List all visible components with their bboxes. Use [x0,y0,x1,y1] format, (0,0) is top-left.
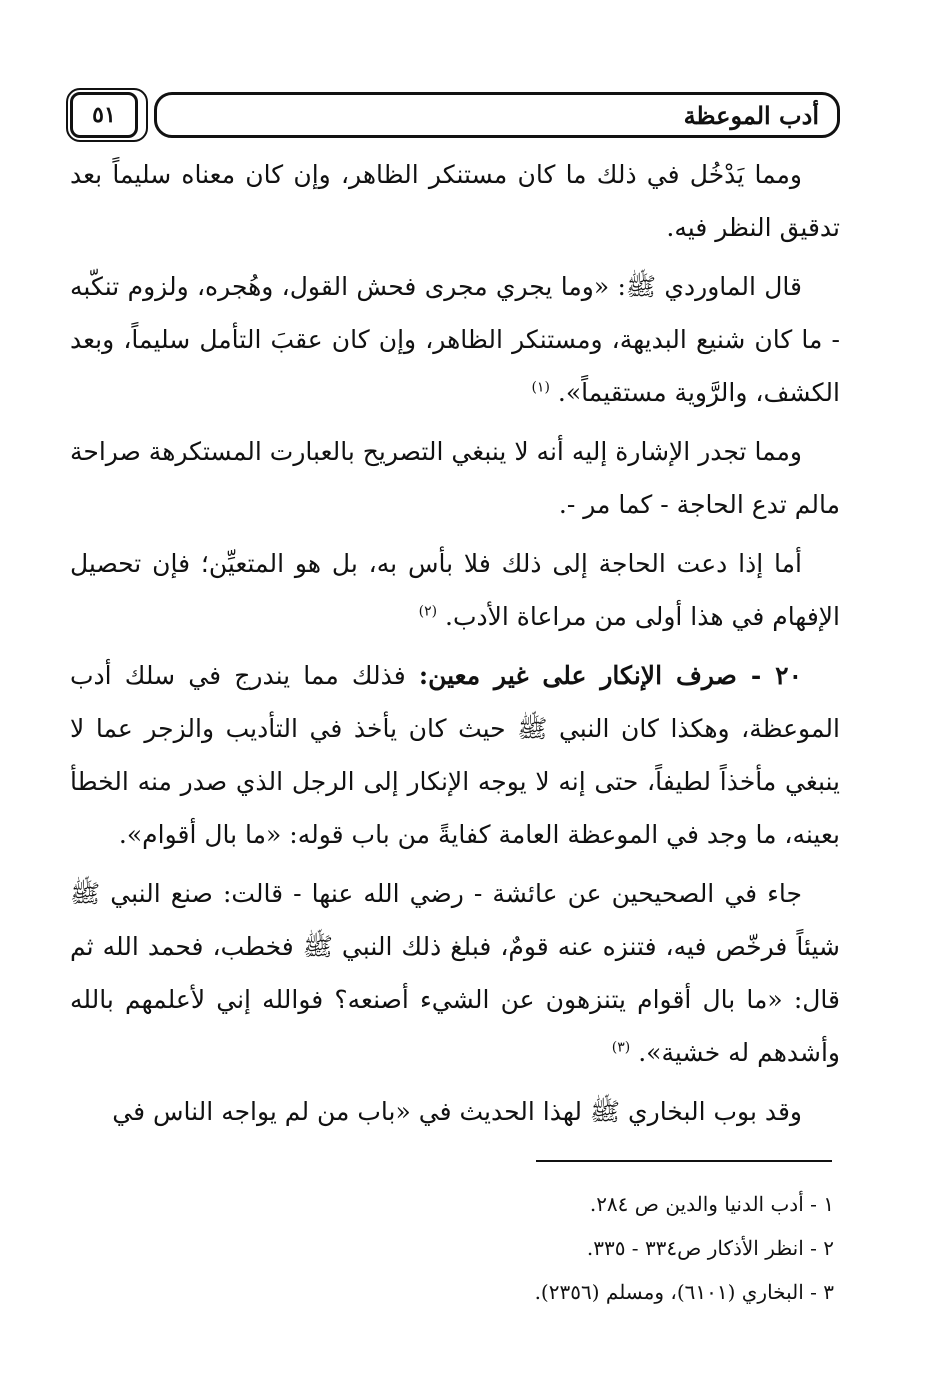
paragraph [70,867,840,1079]
footnotes [470,1182,834,1314]
running-title [154,92,840,138]
paragraph [70,1085,840,1138]
paragraph [70,537,840,643]
paragraph-text: ومما تجدر الإشارة إليه أنه لا ينبغي التصريح بالعبارت المستكرهة صراحة مالم تدع الحاجة - كما مر -. [70,437,840,519]
paragraph-text: قال الماوردي ﷺ: «وما يجري مجرى فحش القول، وهُجره، ولزوم تنكّبه - ما كان شنيع البديهة، ومستنكر الظاهر، وإن كان عقبَ التأمل سليماً، وبعد الكشف، والرَّوية مستقيماً». [70,272,840,407]
paragraph-text: ومما يَدْخُل في ذلك ما كان مستنكر الظاهر، وإن كان معناه سليماً بعد تدقيق النظر فيه. [70,160,840,242]
paragraph [70,425,840,531]
page-number: ٥١ [70,92,138,138]
footnote-divider [536,1160,832,1162]
paragraph-text: وقد بوب البخاري ﷺ لهذا الحديث في «باب من لم يواجه الناس في [112,1097,802,1126]
body-text [70,148,840,1144]
footnote-item: ١ - أدب الدنيا والدين ص ٢٨٤. [589,1192,834,1216]
footnote-ref-2: (٢) [418,603,438,620]
paragraph-text: جاء في الصحيحين عن عائشة - رضي الله عنها - قالت: صنع النبي ﷺ شيئاً فرخّص فيه، فتنزه عنه قومٌ، فبلغ ذلك النبي ﷺ فخطب، فحمد الله ثم قال: «ما بال أقوام يتنزهون عن الشيء أصنعه؟ فوالله إني لأعلمهم بالله وأشدهم له خشية». [70,879,840,1067]
footnote-ref-3: (٣) [611,1039,631,1056]
section-heading: ٢٠ - صرف الإنكار على غير معين: [418,661,802,690]
footnote-item: ٣ - البخاري (٦١٠١)، ومسلم (٢٣٥٦). [534,1280,834,1304]
page-header [70,92,840,142]
footnote-item: ٢ - انظر الأذكار ص٣٣٤ - ٣٣٥. [586,1236,834,1260]
paragraph [70,148,840,254]
running-title-text: أدب الموعظة [683,100,819,130]
paragraph [70,649,840,861]
paragraph [70,260,840,419]
paragraph-text: أما إذا دعت الحاجة إلى ذلك فلا بأس به، بل هو المتعيِّن؛ فإن تحصيل الإفهام في هذا أولى من مراعاة الأدب. [70,549,840,631]
paragraph-text: فذلك مما يندرج في سلك أدب الموعظة، وهكذا كان النبي ﷺ حيث كان يأخذ في التأديب والزجر عما لا ينبغي مأخذاً لطيفاً، حتى إنه لا يوجه الإنكار إلى الرجل الذي صدر منه الخطأ بعينه، ما وجد في الموعظة العامة كفايةً من باب قوله: «ما بال أقوام». [70,661,840,849]
footnote-ref-1: (١) [531,379,550,396]
